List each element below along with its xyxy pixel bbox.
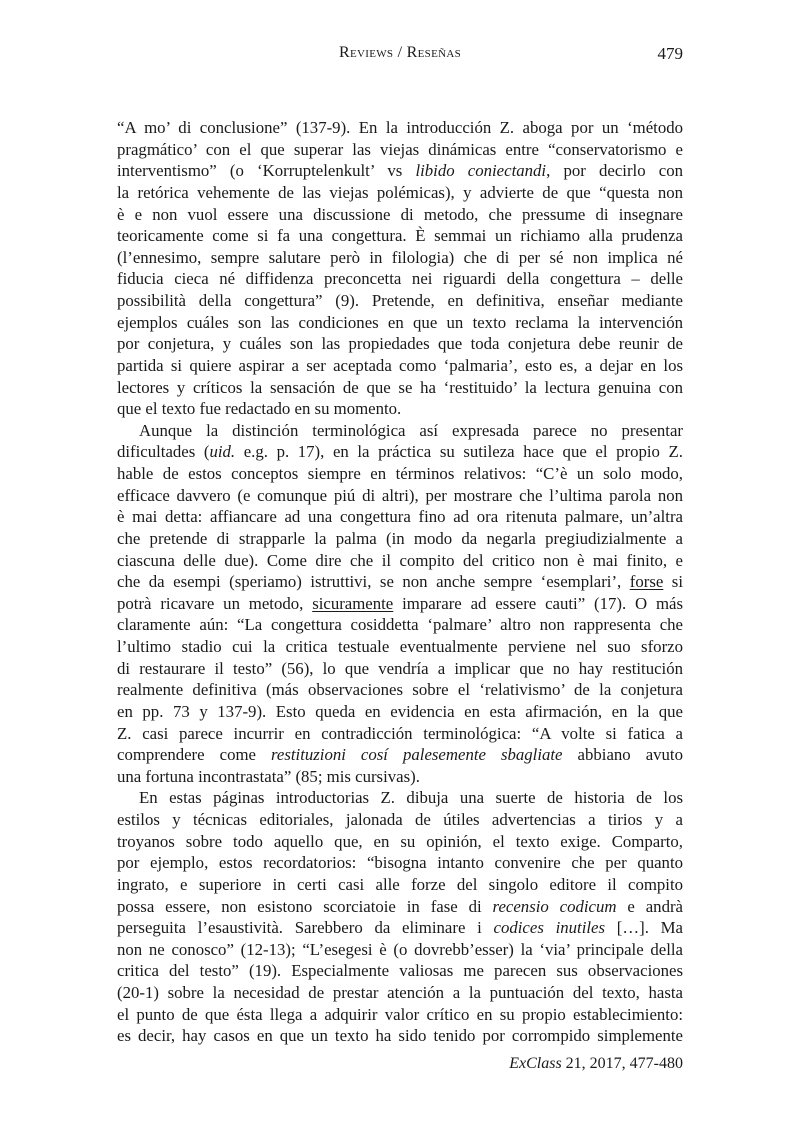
text-segment: dificultades ( [117,442,210,462]
paragraph [117,117,683,420]
footer-citation [509,1055,683,1073]
text-segment: che pretende di strapparle la palma (in modo da negarla pregiudizialmente a [117,528,683,548]
text-segment: pragmático’ con el que superar las viejas dinámicas entre “conservatorismo e [117,139,683,159]
volume-info: 21, 2017, 477-480 [561,1055,683,1072]
text-line [117,982,683,1004]
text-line [117,485,683,507]
paragraph [117,420,683,788]
text-line [117,139,683,161]
text-line [117,420,683,442]
text-line [117,723,683,745]
text-segment: che da esempi (speriamo) istruttivi, se non anche sempre ‘esemplari’, [117,572,630,592]
text-segment: non ne conosco” (12-13); “L’esegesi è (o dovrebb’esser) la ‘via’ principale della [117,939,683,959]
text-segment: è mai detta: affiancare ad una congettura fino ad ora ritenuta palmare, un’altra [117,507,683,527]
text-line [117,225,683,247]
text-line [117,312,683,334]
text-segment: si [663,572,684,592]
running-header [117,44,683,68]
text-line [117,333,683,355]
text-line [117,528,683,550]
text-line [117,1025,683,1047]
text-segment: el punto de que ésta llega a adquirir valor crítico en su propio establecimiento: [117,1004,683,1024]
text-segment: es decir, hay casos en que un texto ha sido tenido por corrompido simplemente [117,1026,683,1046]
text-line [117,679,683,701]
text-segment: abbiano avuto [562,745,683,765]
text-segment: possa essere, non esistono scorciatoie in fase di [117,896,493,916]
italic-text: libido coniectandi [415,161,547,181]
text-line [117,809,683,831]
text-line [117,874,683,896]
text-segment: possibilità della congettura” (9). Pretende, en definitiva, enseñar mediante [117,291,683,310]
text-segment: interventismo” (o ‘Korruptelenkult’ vs [117,161,416,181]
paragraph [117,787,683,1047]
text-segment: la retórica vehemente de las viejas polémicas), y advierte de que “questa non [117,182,683,202]
text-segment: è e non vuol essere una discussione di metodo, che pressume di insegnare [117,204,683,224]
text-segment: e andrà [616,896,683,916]
text-segment: […]. Ma [605,918,683,938]
text-line [117,701,683,723]
text-segment: Aunque la distinción terminológica así expresada parece no presentar [139,420,683,440]
text-line [117,939,683,961]
text-segment: claramente aún: “La congettura cosiddetta ‘palmare’ altro non rappresenta che [117,615,683,635]
text-segment: critica del testo” (19). Especialmente valiosas me parecen sus observaciones [117,961,683,981]
text-line [117,268,683,290]
italic-text: uid. [209,442,236,462]
text-segment: En estas páginas introductorias Z. dibuja una suerte de historia de los [139,788,683,808]
text-segment: troyanos sobre todo aquello que, en su opinión, el texto exige. Comparto, [117,831,683,851]
text-segment: una fortuna incontrastata” (85; mis cursivas). [117,766,420,786]
text-line [117,398,683,420]
running-title: Reviews / Reseñas [339,44,461,61]
italic-text: restituzioni cosí palesemente sbagliate [271,745,563,765]
page-number: 479 [657,44,683,63]
underlined-text: sicuramente [312,593,394,613]
text-line [117,182,683,204]
text-line [117,571,683,593]
text-segment: perseguita l’esaustività. Sarebbero da eliminare i [117,918,494,938]
text-line [117,593,683,615]
text-segment: lectores y críticos la sensación de que se ha ‘restituido’ la lectura genuina con [117,377,683,397]
text-line [117,441,683,463]
text-segment: potrà ricavare un metodo, [117,593,313,613]
text-segment: ingrato, e superiore in certi casi alle forze del singolo editore il compito [117,874,683,894]
text-line [117,355,683,377]
text-segment: imparare ad essere cauti” (17). O más [393,593,683,613]
text-segment: en pp. 73 y 137-9). Esto queda en evidencia en esta afirmación, en la que [117,701,683,721]
text-line [117,744,683,766]
text-segment: di restaurare il testo” (56), lo que vendría a implicar que no hay restitución [117,658,683,678]
text-segment: teoricamente come si fa una congettura. È semmai un richiamo alla prudenza [117,226,683,246]
text-line [117,960,683,982]
text-line [117,614,683,636]
text-line [117,377,683,399]
text-line [117,766,683,788]
text-line [117,658,683,680]
body-text [117,117,683,1047]
text-segment: ciascuna delle due). Come dire che il compito del critico non è mai finito, e [117,550,683,570]
text-segment: l’ultimo stadio cui la critica testuale eventualmente perviene nel suo sforzo [117,637,683,656]
text-segment: por ejemplo, estos recordatorios: “bisogna intanto convenire che per quanto [117,853,683,873]
text-segment: (l’ennesimo, sempre salutare però in filologia) che di per sé non implica né [117,247,683,267]
text-line [117,247,683,269]
text-line [117,1004,683,1026]
text-line [117,463,683,485]
text-segment: que el texto fue redactado en su momento. [117,399,402,419]
text-segment: por conjetura, y cuáles son las propiedades que toda conjetura debe reunir de [117,334,683,354]
journal-name: ExClass [509,1055,562,1072]
text-segment: e.g. p. 17), en la práctica su sutileza hace que el propio Z. [235,442,683,462]
italic-text: recensio codicum [492,896,617,916]
text-segment: estilos y técnicas editoriales, jalonada de útiles advertencias a tirios y a [117,810,683,829]
underlined-text: forse [629,572,664,592]
text-segment: fiducia cieca né diffidenza preconcetta nei riguardi della congettura – delle [117,269,683,289]
text-segment: Z. casi parece incurrir en contradicción terminológica: “A volte si fatica a [117,723,683,743]
text-segment: “A mo’ di conclusione” (137-9). En la introducción Z. aboga por un ‘método [117,118,683,137]
text-segment: realmente definitiva (más observaciones sobre el ‘relativismo’ de la conjetura [117,680,683,700]
italic-text: codices inutiles [493,918,605,938]
text-line [117,917,683,939]
text-segment: ejemplos cuáles son las condiciones en que un texto reclama la intervención [117,312,683,332]
text-line [117,117,683,139]
text-segment: , por decirlo con [546,161,683,181]
text-segment: partida si quiere aspirar a ser aceptada como ‘palmaria’, esto es, a dejar en los [117,355,683,375]
text-line [117,787,683,809]
text-line [117,831,683,853]
text-segment: hable de estos conceptos siempre en términos relativos: “C’è un solo modo, [117,464,683,483]
text-line [117,506,683,528]
text-line [117,852,683,874]
text-line [117,160,683,182]
text-segment: efficace davvero (e comunque piú di altri), per mostrare che l’ultima parola non [117,485,683,505]
text-line [117,204,683,226]
text-line [117,636,683,658]
text-line [117,290,683,312]
text-segment: (20-1) sobre la necesidad de prestar atención a la puntuación del texto, hasta [117,983,683,1002]
text-line [117,550,683,572]
text-line [117,896,683,918]
text-segment: comprendere come [117,745,271,765]
